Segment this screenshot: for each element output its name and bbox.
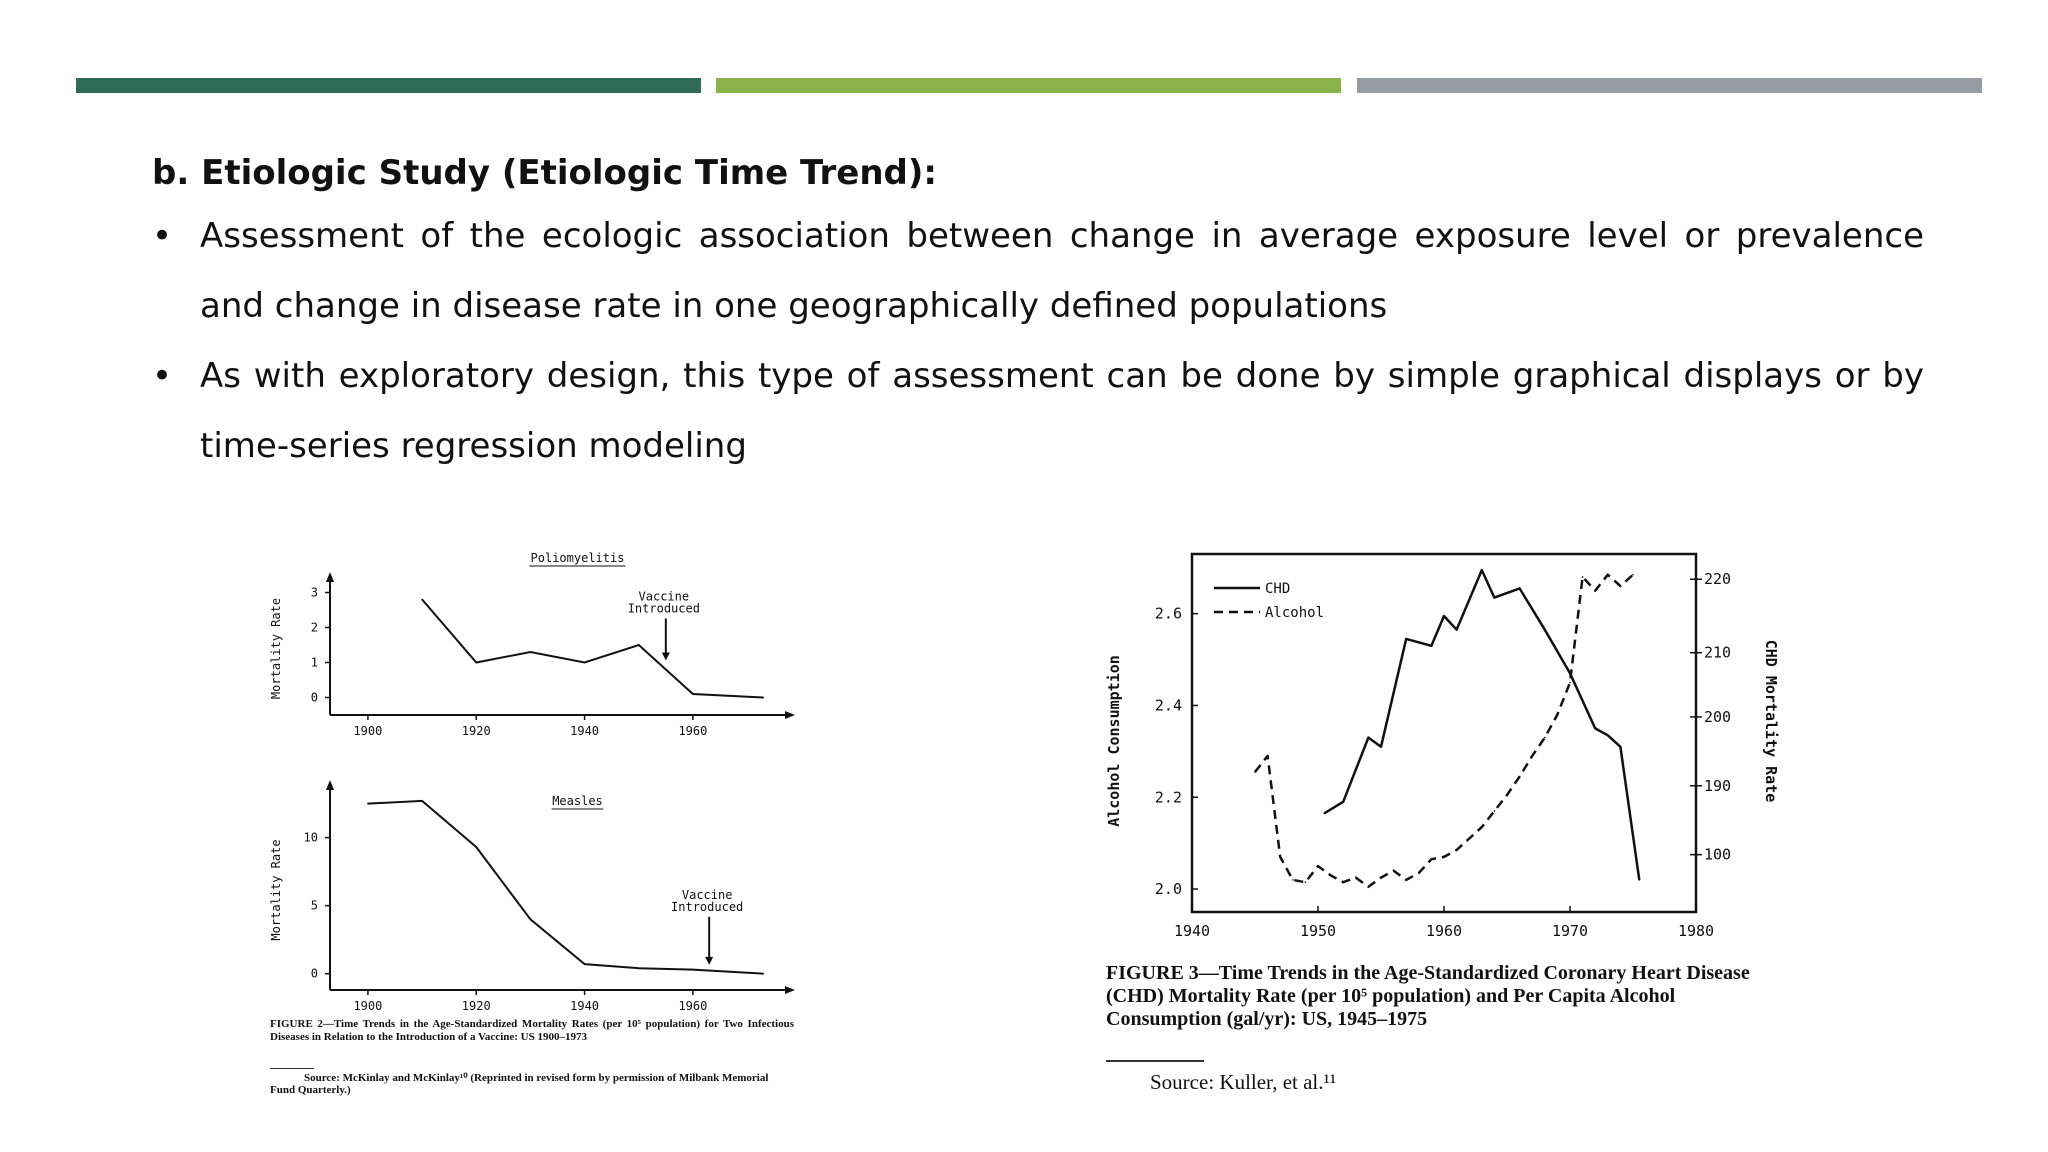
data-point-alcohol [1279,856,1281,858]
x-tick-label: 1920 [461,999,491,1013]
x-tick-label: 1960 [1425,922,1463,940]
figure2-caption: FIGURE 2—Time Trends in the Age-Standardized Mortality Rates (per 10⁵ population) for Two Infectious Diseases in Relation to the Introduction of a Vaccine: US 1900–1973 [270,1018,794,1043]
data-point [692,693,694,695]
data-point-alcohol [1468,838,1470,840]
annotation-arrow-head [705,957,713,965]
y-tick-label: 2.6 [1154,604,1182,623]
figure2-source-rule [270,1068,314,1069]
data-point-chd [1368,737,1370,739]
x-tick-label: 1940 [1173,922,1211,940]
data-point-chd [1494,597,1496,599]
x-tick-label: 1940 [570,724,600,738]
x-tick-label: 1980 [1677,922,1715,940]
x-tick-label: 1960 [678,999,708,1013]
data-point [475,846,477,848]
data-point-alcohol [1481,826,1483,828]
data-point-alcohol [1305,881,1307,883]
data-point-alcohol [1254,771,1256,773]
x-tick-label: 1920 [461,724,491,738]
data-point-chd [1380,746,1382,748]
data-point-alcohol [1380,877,1382,879]
data-point-alcohol [1431,858,1433,860]
data-point-alcohol [1355,877,1357,879]
data-point-alcohol [1620,585,1622,587]
data-point [421,599,423,601]
y-axis-label: Alcohol Consumption [1105,655,1123,827]
data-point [584,662,586,664]
data-point-alcohol [1544,737,1546,739]
data-point-chd [1456,629,1458,631]
x-tick-label: 1970 [1551,922,1589,940]
data-point-alcohol [1594,590,1596,592]
data-point-chd [1639,879,1641,881]
legend-label-alcohol: Alcohol [1265,605,1325,621]
data-point-chd [1594,728,1596,730]
data-point [584,963,586,965]
bullet-dot: • [152,356,173,396]
data-point [367,803,369,805]
bullet-item [152,201,1924,341]
data-point [530,918,532,920]
data-point [475,662,477,664]
data-point-chd [1544,629,1546,631]
data-point [763,697,765,699]
figure2-source-text: Source: McKinlay and McKinlay¹⁰ (Reprinted in revised form by permission of Milbank Memorial Fund Quarterly.) [270,1072,769,1096]
data-point-chd [1607,734,1609,736]
data-point-alcohol [1330,874,1332,876]
y2-tick-label: 210 [1704,643,1732,662]
annotation-line1: Vaccine [638,589,690,604]
legend-label-chd: CHD [1265,581,1291,597]
data-point-alcohol [1557,714,1559,716]
series-line-alcohol [1255,575,1633,887]
series-line [422,600,763,698]
slide-heading: b. Etiologic Study (Etiologic Time Trend): [152,153,938,193]
annotation-line2: Introduced [671,899,744,914]
data-point-chd [1519,588,1521,590]
data-point-alcohol [1418,872,1420,874]
data-point-chd [1481,569,1483,571]
data-point-alcohol [1582,576,1584,578]
y-tick-label: 2.2 [1154,788,1182,807]
y2-tick-label: 220 [1704,570,1732,589]
data-point [692,969,694,971]
data-point-alcohol [1531,755,1533,757]
y-axis-arrowhead [326,780,334,790]
figure3-source: Source: Kuller, et al.¹¹ [1150,1070,1337,1094]
data-point-alcohol [1519,776,1521,778]
x-tick-label: 1940 [570,999,600,1013]
accent-bar-green-dark [76,78,701,93]
data-point-chd [1405,638,1407,640]
figure3-source-rule [1106,1060,1204,1062]
data-point-alcohol [1368,886,1370,888]
x-axis-arrowhead [785,986,795,994]
y-tick-label: 2.0 [1154,880,1182,899]
figure3-caption: FIGURE 3—Time Trends in the Age-Standardized Coronary Heart Disease (CHD) Mortality Rate (per 10⁵ population) and Per Capita Alcohol Consumption (gal/yr): US, 1945–1975 [1106,962,1750,1030]
accent-bar-gray [1357,78,1982,93]
data-point-alcohol [1342,881,1344,883]
bullet-dot: • [152,216,173,256]
data-point [638,644,640,646]
annotation-line1: Vaccine [681,887,733,902]
chart-title: Poliomyelitis [530,551,625,565]
data-point-alcohol [1569,682,1571,684]
bullet-list [152,201,1924,481]
bullet-text: Assessment of the ecologic association between change in average exposure level or prevalence and change in disease rate in one geographically defined populations [200,216,1924,326]
y-axis-label: Mortality Rate [269,597,283,700]
x-tick-label: 1900 [353,999,383,1013]
slide-text [152,145,1924,481]
data-point [763,973,765,975]
y-tick-label: 3 [310,585,318,600]
y-tick-label: 5 [310,898,318,913]
bullet-text: As with exploratory design, this type of assessment can be done by simple graphical displays or by time-series regression modeling [200,356,1924,466]
x-axis-arrowhead [785,711,795,719]
data-point-alcohol [1506,794,1508,796]
x-tick-label: 1900 [353,724,383,738]
y-tick-label: 2.4 [1154,696,1182,715]
x-tick-label: 1960 [678,724,708,738]
series-line-chd [1324,570,1639,880]
data-point-chd [1443,615,1445,617]
data-point-chd [1431,645,1433,647]
y-tick-label: 10 [303,830,318,845]
data-point-chd [1342,801,1344,803]
annotation-line2: Introduced [627,601,700,616]
y2-tick-label: 200 [1704,707,1732,726]
data-point-alcohol [1292,879,1294,881]
chd-alcohol-chart [1100,540,1800,960]
x-tick-label: 1950 [1299,922,1337,940]
polio-chart [260,540,820,745]
data-point-alcohol [1317,865,1319,867]
bullet-item [152,341,1924,481]
y2-tick-label: 100 [1704,845,1732,864]
data-point-alcohol [1632,574,1634,576]
data-point-alcohol [1494,810,1496,812]
annotation-arrow-head [662,653,670,661]
data-point-chd [1620,746,1622,748]
y-tick-label: 2 [310,620,318,635]
y-tick-label: 0 [310,966,318,981]
y-axis-arrowhead [326,572,334,582]
accent-bar-green-light [716,78,1341,93]
data-point-alcohol [1607,574,1609,576]
data-point-alcohol [1443,856,1445,858]
figure2-source [270,1072,794,1096]
data-point-chd [1324,813,1326,815]
data-point [421,800,423,802]
data-point-alcohol [1405,879,1407,881]
data-point-alcohol [1456,849,1458,851]
data-point [530,651,532,653]
y2-axis-label: CHD Mortality Rate [1762,639,1780,803]
data-point [638,967,640,969]
y2-tick-label: 190 [1704,776,1732,795]
y-tick-label: 0 [310,690,318,705]
y-tick-label: 1 [310,655,318,670]
data-point-alcohol [1267,755,1269,757]
data-point-alcohol [1393,870,1395,872]
measles-chart [260,770,820,1020]
chart-title: Measles [552,794,603,808]
y-axis-label: Mortality Rate [269,839,283,941]
